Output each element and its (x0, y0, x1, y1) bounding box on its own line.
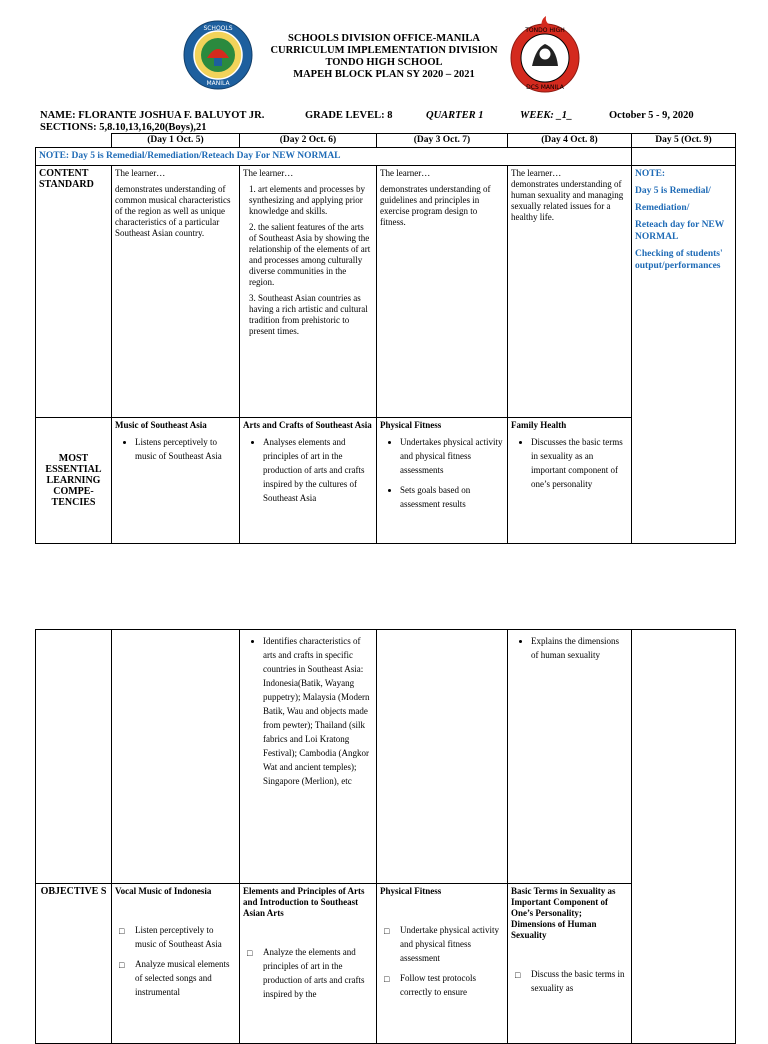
day-5-header: Day 5 (Oct. 9) (632, 134, 736, 148)
content-standard-day-2: The learner… 1. art elements and processes by synthesizing and applying prior knowledge and skills. 2. the salient features of the arts of Southeast Asia by showing the relationship of the elements of art and processes among culturally diverse communities in the region. 3. Southeast Asian countries as having a rich artistic and cultural tradition from prehistoric to present times. (240, 166, 377, 418)
melc-cont-day-2 (240, 630, 377, 884)
list-item: □ Analyze the elements and principles of art in the production of arts and crafts inspired by the (247, 947, 365, 999)
melc-day-3: Physical Fitness • Undertakes physical activity and physical fitness assessments • Sets goals based on assessment results (377, 418, 508, 544)
melc-cont-day-4 (508, 630, 632, 884)
list-item: □ Discuss the basic terms in sexuality as (515, 969, 625, 993)
block-plan-table-page-2 (35, 629, 736, 1044)
header-line-3: TONDO HIGH SCHOOL (325, 57, 443, 68)
checkbox-bullet-icon: □ (515, 970, 521, 980)
list-item: □ Listen perceptively to music of Southeast Asia (119, 925, 222, 949)
checkbox-bullet-icon: □ (119, 960, 125, 970)
list-item: • Explains the dimensions of human sexuality (531, 634, 628, 662)
objectives-day-1: Vocal Music of Indonesia □ Listen perceptively to music of Southeast Asia □ Analyze musical elements of selected songs and instrumental (112, 884, 240, 1044)
note-text: NOTE: Day 5 is Remedial/Remediation/Reteach Day For NEW NORMAL (36, 148, 632, 166)
list-item: □ Follow test protocols correctly to ensure (384, 973, 476, 997)
list-item: □ Analyze musical elements of selected songs and instrumental (119, 959, 230, 997)
day-1-header: (Day 1 Oct. 5) (112, 134, 240, 148)
checkbox-bullet-icon: □ (384, 926, 390, 936)
day-4-header: (Day 4 Oct. 8) (508, 134, 632, 148)
day-header-row (36, 134, 736, 148)
melc-continued-row (36, 630, 736, 884)
list-item: • Undertakes physical activity and physical fitness assessments (400, 435, 504, 477)
melc-label: MOST ESSENTIAL LEARNING COMPE-TENCIES (36, 418, 112, 544)
content-standard-day-1: The learner… demonstrates understanding of common musical characteristics of the region as well as unique characteristics of a particular Southeast Asian country. (112, 166, 240, 418)
list-item: □ Undertake physical activity and physical fitness assessment (384, 925, 499, 963)
svg-text:DCS MANILA: DCS MANILA (526, 84, 564, 91)
content-standard-day-5: NOTE: Day 5 is Remedial/ Remediation/ Reteach day for NEW NORMAL Checking of students' output/performances (632, 166, 736, 544)
list-item: • Discusses the basic terms in sexuality as an important component of one’s personality (531, 435, 628, 491)
melc-day-1: Music of Southeast Asia • Listens perceptively to music of Southeast Asia (112, 418, 240, 544)
document-header (0, 0, 768, 100)
svg-text:TONDO HIGH: TONDO HIGH (525, 27, 565, 34)
melc-day-4: Family Health • Discusses the basic terms in sexuality as an important component of one’s personality (508, 418, 632, 544)
content-standard-day-3: The learner… demonstrates understanding of guidelines and principles in exercise program design to fitness. (377, 166, 508, 418)
tondo-high-school-seal-icon (506, 14, 584, 94)
checkbox-bullet-icon: □ (384, 974, 390, 984)
list-item: • Analyses elements and principles of art in the production of arts and crafts inspired by the cultures of Southeast Asia (263, 435, 373, 505)
header-line-4: MAPEH BLOCK PLAN SY 2020 – 2021 (293, 69, 475, 80)
teacher-name: NAME: FLORANTE JOSHUA F. BALUYOT JR. (40, 110, 265, 121)
block-plan-table-page-1 (35, 133, 736, 544)
date-range: October 5 - 9, 2020 (609, 110, 694, 121)
day-3-header: (Day 3 Oct. 7) (377, 134, 508, 148)
header-line-1: SCHOOLS DIVISION OFFICE-MANILA (288, 33, 480, 44)
objectives-label: OBJECTIVE S (36, 884, 112, 1044)
melc-day-2: Arts and Crafts of Southeast Asia • Analyses elements and principles of art in the production of arts and crafts inspired by the cultures of Southeast Asia (240, 418, 377, 544)
header-line-2: CURRICULUM IMPLEMENTATION DIVISION (270, 45, 498, 56)
objectives-day-4: Basic Terms in Sexuality as Important Component of One’s Personality; Dimensions of Human Sexuality □ Discuss the basic terms in sexuality as (508, 884, 632, 1044)
content-standard-day-4: The learner… demonstrates understanding of human sexuality and managing sexually related issues for a healthy life. (508, 166, 632, 418)
list-item: • Identifies characteristics of arts and crafts in specific countries in Southeast Asia: Indonesia(Batik, Wayang puppetry); Malaysia (Modern Batik, Wau and objects made from pewter); Thailand (silk fabrics and Loi Kratong Festival); Cambodia (Angkor Wat and ancient temples); Singapore (Merlion), etc (263, 634, 373, 788)
melc-row (36, 418, 736, 544)
document-title-block (250, 33, 518, 81)
list-item: • Sets goals based on assessment results (400, 483, 504, 511)
content-standard-row (36, 166, 736, 418)
grade-level: GRADE LEVEL: 8 (305, 110, 393, 121)
objectives-day-3: Physical Fitness □ Undertake physical activity and physical fitness assessment □ Follow test protocols correctly to ensure (377, 884, 508, 1044)
note-row (36, 148, 736, 166)
checkbox-bullet-icon: □ (247, 948, 253, 958)
content-standard-label: CONTENT STANDARD (36, 166, 112, 418)
week: WEEK: _1_ (520, 110, 573, 121)
day-2-header: (Day 2 Oct. 6) (240, 134, 377, 148)
objectives-day-2: Elements and Principles of Arts and Introduction to Southeast Asian Arts □ Analyze the elements and principles of art in the production of arts and crafts inspired by the (240, 884, 377, 1044)
objectives-row (36, 884, 736, 1044)
sections: SECTIONS: 5,8.10,13,16,20(Boys),21 (40, 122, 207, 133)
checkbox-bullet-icon: □ (119, 926, 125, 936)
division-seal-icon (183, 20, 253, 90)
quarter: QUARTER 1 (426, 110, 484, 121)
svg-text:SCHOOLS: SCHOOLS (203, 25, 233, 32)
list-item: • Listens perceptively to music of Southeast Asia (135, 435, 236, 463)
svg-text:MANILA: MANILA (206, 80, 230, 87)
